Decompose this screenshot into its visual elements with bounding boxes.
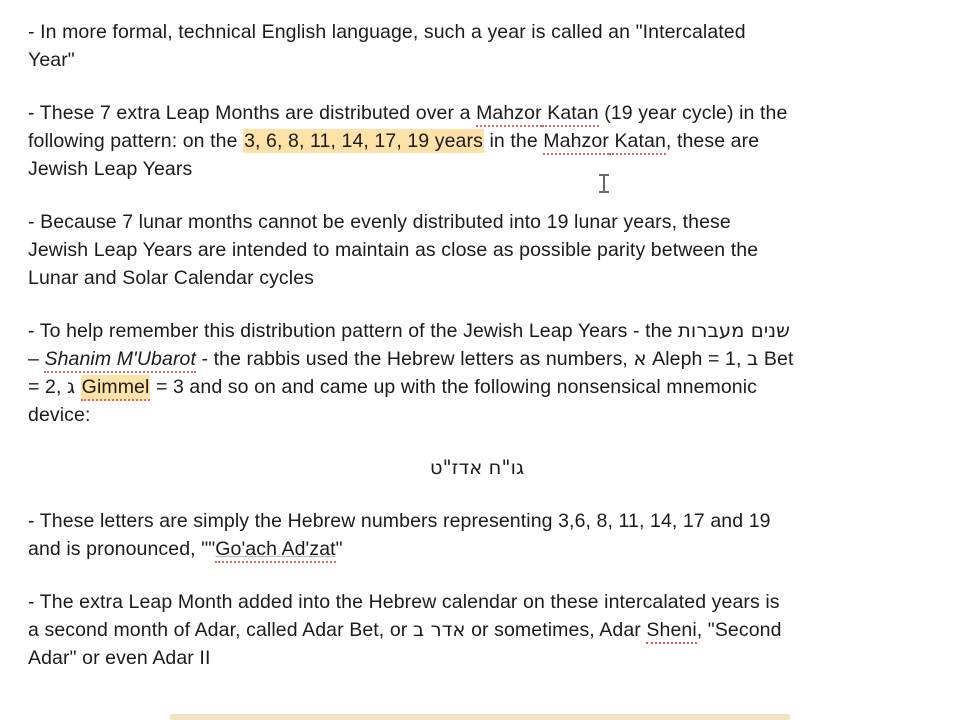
paragraph-text: , "Second	[696, 619, 782, 641]
paragraph-line: Adar" or even Adar II	[28, 647, 211, 669]
paragraph-adar-bet	[28, 588, 926, 672]
hebrew-letter-gimmel: ג	[67, 375, 76, 398]
spellcheck-mahzor: Mahzor	[543, 130, 609, 155]
underlined-goach-adzat: Go'ach Ad'zat	[215, 538, 335, 563]
bottom-highlight-strip	[170, 714, 790, 720]
paragraph-text: - the rabbis used the Hebrew letters as numbers,	[196, 348, 634, 370]
paragraph-text: in the	[483, 130, 544, 152]
spellcheck-katan: Katan	[609, 130, 666, 155]
hebrew-letter-bet: ב	[747, 347, 759, 370]
paragraph-line: device:	[28, 404, 91, 426]
paragraph-text: or sometimes, Adar	[465, 619, 647, 641]
paragraph-mahzor-katan	[28, 99, 926, 183]
paragraph-shanim-mubarot	[28, 317, 926, 429]
paragraph-text: a second month of Adar, called Adar Bet, or	[28, 619, 413, 641]
text-cursor-icon	[603, 174, 605, 193]
paragraph-line: - In more formal, technical English language, such a year is called an "Intercalated	[28, 21, 746, 43]
paragraph-text: = 2,	[28, 376, 67, 398]
paragraph-text: Bet	[758, 348, 794, 370]
highlighted-leap-years: 3, 6, 8, 11, 14, 17, 19 years	[244, 130, 483, 152]
paragraph-text: "	[335, 538, 343, 560]
italic-shanim-mubarot: Shanim M'Ubarot	[44, 348, 196, 373]
spellcheck-mahzor: Mahzor	[476, 102, 542, 127]
paragraph-intercalated-year	[28, 18, 926, 74]
paragraph-line: Lunar and Solar Calendar cycles	[28, 267, 315, 289]
paragraph-parity	[28, 208, 926, 292]
paragraph-line: Year"	[28, 49, 75, 71]
paragraph-pronunciation	[28, 507, 926, 563]
paragraph-mnemonic-hebrew: גו"ח אדז"ט	[429, 456, 525, 479]
highlighted-gimmel: Gimmel	[81, 375, 151, 401]
paragraph-text: and is pronounced, ""	[28, 538, 216, 560]
paragraph-line: Jewish Leap Years are intended to maintain as close as possible parity between the	[28, 239, 759, 261]
paragraph-text: , these are	[665, 130, 760, 152]
paragraph-line: - Because 7 lunar months cannot be evenly distributed into 19 lunar years, these	[28, 211, 731, 233]
paragraph-text: = 3 and so on and came up with the following nonsensical mnemonic	[150, 376, 758, 398]
paragraph-text: –	[28, 348, 45, 370]
spellcheck-katan: Katan	[542, 102, 599, 127]
paragraph-text: Aleph = 1,	[646, 348, 748, 370]
paragraph-text: - To help remember this distribution pattern of the Jewish Leap Years - the	[28, 320, 679, 342]
hebrew-letter-aleph: א	[633, 347, 647, 370]
paragraph-line: - These letters are simply the Hebrew numbers representing 3,6, 8, 11, 14, 17 and 19	[28, 510, 771, 532]
hebrew-shanim-meuborot: שנים מעברות	[678, 319, 791, 342]
document-body	[28, 18, 926, 672]
paragraph-line: Jewish Leap Years	[28, 158, 193, 180]
spellcheck-sheni: Sheni	[646, 619, 696, 644]
paragraph-line: - The extra Leap Month added into the Hebrew calendar on these intercalated years is	[28, 591, 780, 613]
paragraph-text: following pattern: on the	[28, 130, 244, 152]
paragraph-text: - These 7 extra Leap Months are distributed over a	[28, 102, 477, 124]
paragraph-text: (19 year cycle) in the	[598, 102, 788, 124]
hebrew-adar-bet: אדר ב	[412, 618, 466, 641]
